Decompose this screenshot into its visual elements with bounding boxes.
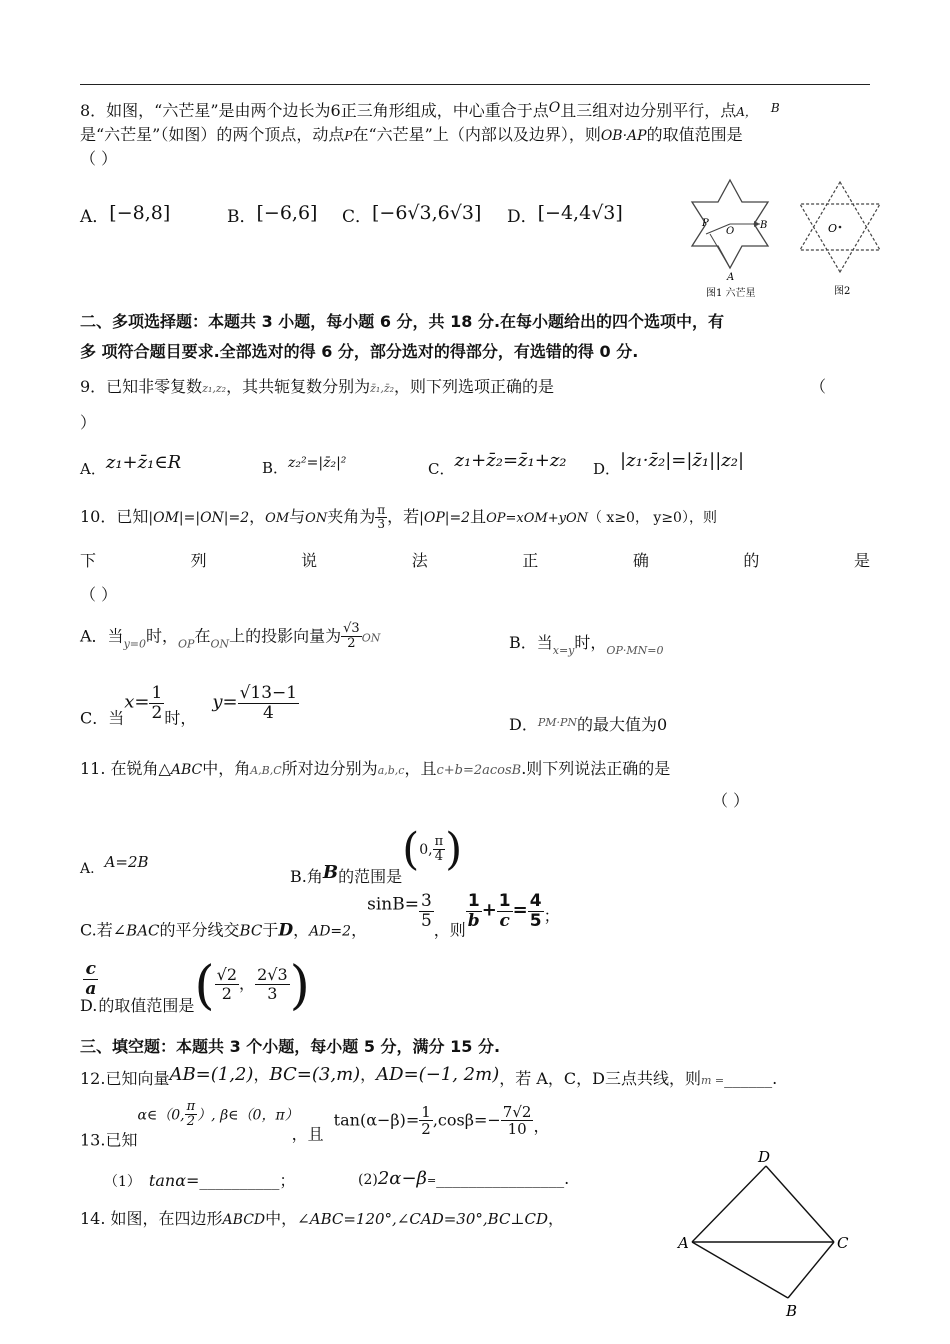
q8-line2 (80, 124, 743, 147)
fraction-denominator: 2 (186, 1114, 196, 1130)
q13-sub2-end: . (564, 1169, 570, 1188)
q11c-frac-3 (528, 892, 544, 930)
q9-conjugates: z̄₁,z̄₂ (370, 382, 395, 395)
q8-line1 (80, 97, 780, 123)
option-text: z₁+z̄₁∈R (105, 452, 182, 473)
option-text: [−6√3,6√3] (372, 202, 482, 224)
q9-text-3: ，则下列选项正确的是 (394, 377, 555, 396)
q13-tan-fraction (419, 1104, 433, 1138)
q9-option-c (428, 450, 567, 479)
q11c-frac-2 (497, 892, 513, 930)
q11-text-3: 所对边分别为 (281, 759, 378, 778)
q13-end: ， (533, 1116, 550, 1136)
q11-option-c (80, 892, 560, 941)
spread-char: 是 (853, 551, 870, 570)
q10a-cond: y=0 (123, 637, 146, 651)
option-label: C.若∠ (80, 920, 127, 940)
q10a-vec-on-2: ON (361, 631, 381, 645)
q14-stem (80, 1206, 564, 1229)
q12-stem (80, 1062, 777, 1089)
q10c-y-fraction (238, 684, 300, 722)
q11-option-a (80, 852, 149, 877)
q13-text-2: ，且 (291, 1124, 324, 1144)
fraction-denominator: c (499, 910, 510, 931)
q8-text-3: 是“六芒星”（如图）的两个顶点，动点 (80, 125, 345, 144)
open-paren: ( (402, 824, 420, 875)
q11-text-4: ，且 (404, 759, 437, 778)
q12-comma-2: ， (360, 1065, 377, 1084)
q10b-cond: x=y (552, 644, 575, 657)
q10-condition-2: |OP|=2 (419, 510, 471, 527)
q10d-expression: PM·PN (537, 716, 578, 729)
q8-option-d (507, 202, 623, 227)
q13-sub1-label: （1） (104, 1174, 141, 1190)
option-text: z₁+z̄₂=z̄₁+z₂ (454, 450, 567, 471)
q10-vector-on: ON (305, 511, 328, 527)
option-text: [−6,6] (256, 202, 318, 224)
q13-sub-1 (104, 1168, 295, 1191)
q8-point-a: A， (736, 105, 757, 119)
q10-text-4: 夹角为 (327, 507, 376, 527)
fraction-denominator: 5 (420, 910, 432, 931)
q11c-equals: = (512, 899, 528, 921)
q10c-x-fraction (149, 684, 164, 722)
fraction-denominator: 5 (529, 910, 542, 931)
q10-vector-om: OM (265, 511, 290, 527)
q8-figure-1-hexagram (682, 176, 778, 300)
q10a-text-3: 上的投影向量为 (229, 626, 342, 646)
spread-char: 确 (632, 551, 649, 570)
option-label: D． (593, 460, 621, 478)
q10a-text-1: 时， (146, 626, 179, 646)
close-paren: ) (445, 824, 463, 875)
fraction-numerator: √2 (216, 965, 238, 985)
q9-bracket-close: ） (80, 413, 97, 432)
option-label: A．当 (80, 626, 124, 646)
q10-condition-3: OP=xOM+yON (486, 511, 588, 527)
q10-text-3: 与 (289, 507, 306, 527)
fig1-label-b: B (760, 220, 768, 231)
q10-option-b (509, 630, 663, 657)
q8-text-4: 在“六芒星”上（内部以及边界），则 (352, 125, 601, 144)
q11d-range-fraction-1 (215, 966, 239, 1002)
q11d-fraction (83, 960, 98, 998)
q11c-text-3: ， (293, 920, 310, 940)
q13-stem (80, 1100, 549, 1150)
q11c-text-1: 的平分线交 (159, 920, 240, 940)
q11d-text: 的取值范围是 (98, 996, 195, 1015)
q11-sides: a,b,c (377, 764, 405, 777)
fraction-numerator: 1 (498, 891, 511, 911)
q11c-text-2: 于 (262, 920, 279, 940)
q14-quadrilateral: ABCD (222, 1212, 266, 1228)
q11-triangle: ABC (170, 762, 203, 778)
q12-answer-blank: ______ (724, 1069, 773, 1088)
q8-point-b: B (770, 101, 780, 115)
q13-alpha-fraction (185, 1100, 198, 1130)
fraction-numerator: π (434, 833, 444, 849)
q8-text-1: 8．如图，“六芒星”是由两个边长为6正三角形组成，中心重合于点 (80, 101, 549, 120)
q11a-expression: A=2B (104, 853, 149, 871)
fig2-label-o: O (828, 222, 838, 235)
q11-option-b (290, 824, 462, 887)
fig1-caption: 图1 六芒星 (706, 288, 756, 299)
q10-text-6: 且 (470, 507, 487, 527)
open-paren: ( (194, 956, 215, 1016)
q11-condition: c+b=2acosB (436, 763, 522, 778)
fraction-denominator: 2 (221, 984, 232, 1003)
fraction-numerator: π (377, 503, 386, 517)
q8-answer-bracket: （ ） (80, 149, 118, 168)
option-label: B．当 (509, 633, 553, 652)
option-label: D. (80, 996, 98, 1015)
fig14-label-b: B (786, 1302, 798, 1320)
q11b-range-start: 0, (419, 842, 433, 858)
q13-cos-lhs: ,cosβ=− (432, 1110, 501, 1130)
option-label: A． (80, 460, 106, 478)
option-label: B． (227, 207, 257, 227)
q13-sub1-blank: __________ (199, 1171, 280, 1190)
fraction-numerator: 1 (466, 892, 482, 912)
fraction-numerator: √13−1 (239, 683, 298, 703)
q14-end: ， (548, 1209, 565, 1228)
q8-figure-2-hexagram (792, 176, 888, 300)
q11b-range-fraction (433, 835, 446, 865)
option-label: C． (342, 207, 373, 227)
q13-cos-fraction (501, 1104, 534, 1138)
q9-option-b (262, 452, 346, 478)
fraction-denominator: 2 (421, 1120, 431, 1139)
q8-vector-expression: OB·AP (600, 128, 647, 144)
q12-vector-ad: AD=(−1, 2m) (376, 1064, 500, 1085)
fraction-denominator: 4 (434, 849, 444, 864)
q13-sub2-blank: ________________ (436, 1169, 565, 1188)
q10a-vec-op: OP (178, 637, 195, 651)
q9-text-2: ，其共轭复数分别为 (226, 377, 371, 396)
option-text: z₂²=|z̄₂|² (288, 455, 347, 471)
q8-point-o: O (548, 100, 561, 116)
option-text: |z₁·z̄₂|=|z̄₁||z₂| (620, 450, 745, 471)
spread-char: 的 (743, 551, 760, 570)
q8-text-2: 且三组对边分别平行，点 (560, 101, 737, 120)
section-3-heading: 三、填空题：本题共 3 个小题，每小题 5 分，满分 15 分. (80, 1037, 501, 1056)
q8-point-p: P (344, 129, 353, 143)
q14-figure-quadrilateral (672, 1148, 862, 1320)
q10-stem (80, 504, 717, 531)
q10-text-1: 10．已知 (80, 507, 149, 527)
q11b-var: B (322, 862, 339, 883)
option-label: A. (80, 861, 95, 877)
q11c-frac-1 (466, 892, 482, 930)
q9-vars: z₁,z₂ (202, 382, 227, 395)
fraction-denominator: 2 (151, 702, 163, 723)
q8-option-a (80, 202, 170, 227)
q8-option-c (342, 202, 481, 227)
fraction-denominator: 2 (347, 636, 356, 652)
spread-char: 列 (190, 551, 207, 570)
q11-answer-bracket: （ ） (712, 791, 750, 810)
q12-vector-bc: BC=(3,m) (269, 1064, 361, 1085)
fig14-label-d: D (758, 1148, 771, 1166)
q13-text-1: 13.已知 (80, 1130, 138, 1150)
fig1-label-o: O (726, 226, 735, 237)
option-label: A． (80, 207, 110, 227)
q13-sub1-expression: tanα= (148, 1171, 200, 1190)
spread-char: 正 (522, 551, 539, 570)
fraction-numerator: 4 (529, 891, 542, 911)
fig1-label-p: P (702, 218, 709, 229)
q10-text-5: ，若 (387, 507, 420, 527)
q10d-text-1: 的最大值为0 (577, 715, 668, 734)
option-text: [−4,4√3] (537, 202, 623, 224)
q12-m-equals: m = (700, 1074, 725, 1087)
q11c-sin-lhs: sinB= (367, 894, 419, 915)
fig1-label-a: A (727, 272, 735, 283)
q10a-vec-on: ON (210, 637, 230, 651)
option-text: [−8,8] (109, 202, 171, 224)
q11-text-5: .则下列说法正确的是 (521, 759, 671, 778)
q12-text-1: 12.已知向量 (80, 1069, 170, 1088)
section-2-heading-line-1: 二、多项选择题：本题共 3 小题，每小题 6 分，共 18 分.在每小题给出的四个选项中，有 (80, 312, 725, 331)
fraction-numerator: 1 (421, 1102, 431, 1121)
q12-vector-ab: AB=(1,2) (169, 1064, 254, 1085)
q11c-text-6: ； (543, 906, 560, 926)
fig14-label-a: A (678, 1234, 689, 1252)
q10c-text-1: 时， (164, 708, 197, 728)
q10-option-c (80, 684, 299, 729)
fraction-denominator: 10 (507, 1120, 527, 1139)
spread-char: 下 (80, 551, 97, 570)
q12-end: . (772, 1069, 778, 1088)
fraction-numerator: c (83, 960, 98, 980)
top-rule (80, 84, 870, 85)
fraction-denominator: 3 (377, 517, 385, 532)
q12-text-2: ，若 A，C，D三点共线，则 (499, 1069, 701, 1088)
q10-option-d (509, 712, 667, 735)
fraction-denominator: 3 (267, 984, 278, 1003)
q10c-y-lhs: y= (212, 691, 238, 713)
q10b-expression: OP·MN=0 (606, 644, 664, 657)
q9-text-1: 9．已知非零复数 (80, 377, 203, 396)
q9-option-d (593, 450, 744, 479)
option-label: D． (507, 207, 538, 227)
q11b-text: 的范围是 (338, 867, 403, 886)
q11d-comma: ， (239, 974, 256, 993)
q11c-plus: + (481, 899, 497, 921)
fraction-numerator: π (186, 1099, 196, 1114)
q9-option-a (80, 452, 181, 479)
q10-text-2: ， (249, 507, 266, 527)
q11c-text-5: ，则 (433, 920, 466, 940)
fig14-label-c: C (837, 1234, 849, 1252)
q10a-text-2: 在 (194, 626, 211, 646)
q10-spread-line (80, 550, 870, 572)
fraction-denominator: b (467, 910, 480, 931)
q11c-segment: BC (239, 921, 263, 940)
q11-angles: A,B,C (250, 764, 282, 777)
q11c-sin-fraction (419, 892, 434, 930)
q10-answer-bracket: （ ） (80, 585, 118, 604)
option-label: B.角 (290, 867, 323, 886)
q10c-x-lhs: x= (124, 691, 150, 713)
q8-text-5: 的取值范围是 (646, 125, 743, 144)
q11-stem (80, 756, 670, 779)
q10-condition-1: |OM|=|ON|=2 (148, 510, 250, 527)
fraction-numerator: 3 (420, 891, 432, 911)
q11c-point: D (278, 920, 294, 941)
q14-text-2: 中， (265, 1209, 298, 1228)
q11-text-1: 11. 在锐角△ (80, 759, 171, 778)
fraction-numerator: √3 (343, 621, 360, 636)
q11c-angle: BAC (126, 921, 160, 940)
q13-alpha-condition: α∈（0, (137, 1107, 185, 1124)
q14-condition: ∠ABC=120°,∠CAD=30°,BC⊥CD (297, 1210, 549, 1228)
option-label: C． (428, 460, 455, 478)
q13-sub2-label: (2) (358, 1172, 378, 1188)
q9-bracket-open: （ (810, 377, 827, 396)
q10-angle-fraction (375, 504, 387, 531)
q8-option-b (227, 202, 317, 227)
fraction-numerator: 1 (151, 683, 163, 703)
fraction-numerator: 2√3 (257, 965, 288, 985)
fig2-caption: 图2 (834, 286, 851, 297)
q11c-text-4: ， (351, 920, 368, 940)
q10b-text-1: 时， (574, 633, 607, 652)
q13-tan-lhs: tan(α−β)= (333, 1110, 420, 1130)
q10-option-a (80, 622, 380, 652)
option-label: B． (262, 459, 289, 477)
fraction-numerator: 7√2 (502, 1102, 532, 1121)
q11-text-2: 中，角 (202, 759, 251, 778)
option-label: D． (509, 715, 538, 734)
q10a-coefficient (341, 622, 362, 652)
section-2-heading-line-2: 多 项符合题目要求.全部选对的得 6 分，部分选对的得部分，有选错的得 0 分. (80, 342, 639, 361)
close-paren: ) (289, 956, 310, 1016)
q11c-ad: AD=2 (309, 923, 352, 940)
spread-char: 法 (411, 551, 428, 570)
q10-condition-4: （ x≥0， y≥0），则 (587, 510, 717, 527)
q14-text-1: 14. 如图，在四边形 (80, 1209, 223, 1228)
q13-sub2-expression: 2α−β (377, 1168, 427, 1189)
q13-sub1-end: ； (279, 1171, 296, 1190)
q13-beta-condition: ）, β∈（0，π） (197, 1107, 292, 1124)
q12-comma-1: ， (253, 1065, 270, 1084)
option-label: C．当 (80, 708, 125, 728)
spread-char: 说 (301, 551, 318, 570)
fraction-denominator: a (85, 979, 97, 999)
q11-option-d (80, 956, 310, 1016)
q11d-range-fraction-2 (255, 966, 290, 1002)
q13-sub2-equals: = (426, 1174, 437, 1187)
fraction-denominator: 4 (262, 702, 274, 723)
q9-stem (80, 376, 554, 400)
q13-sub-2 (358, 1168, 569, 1189)
